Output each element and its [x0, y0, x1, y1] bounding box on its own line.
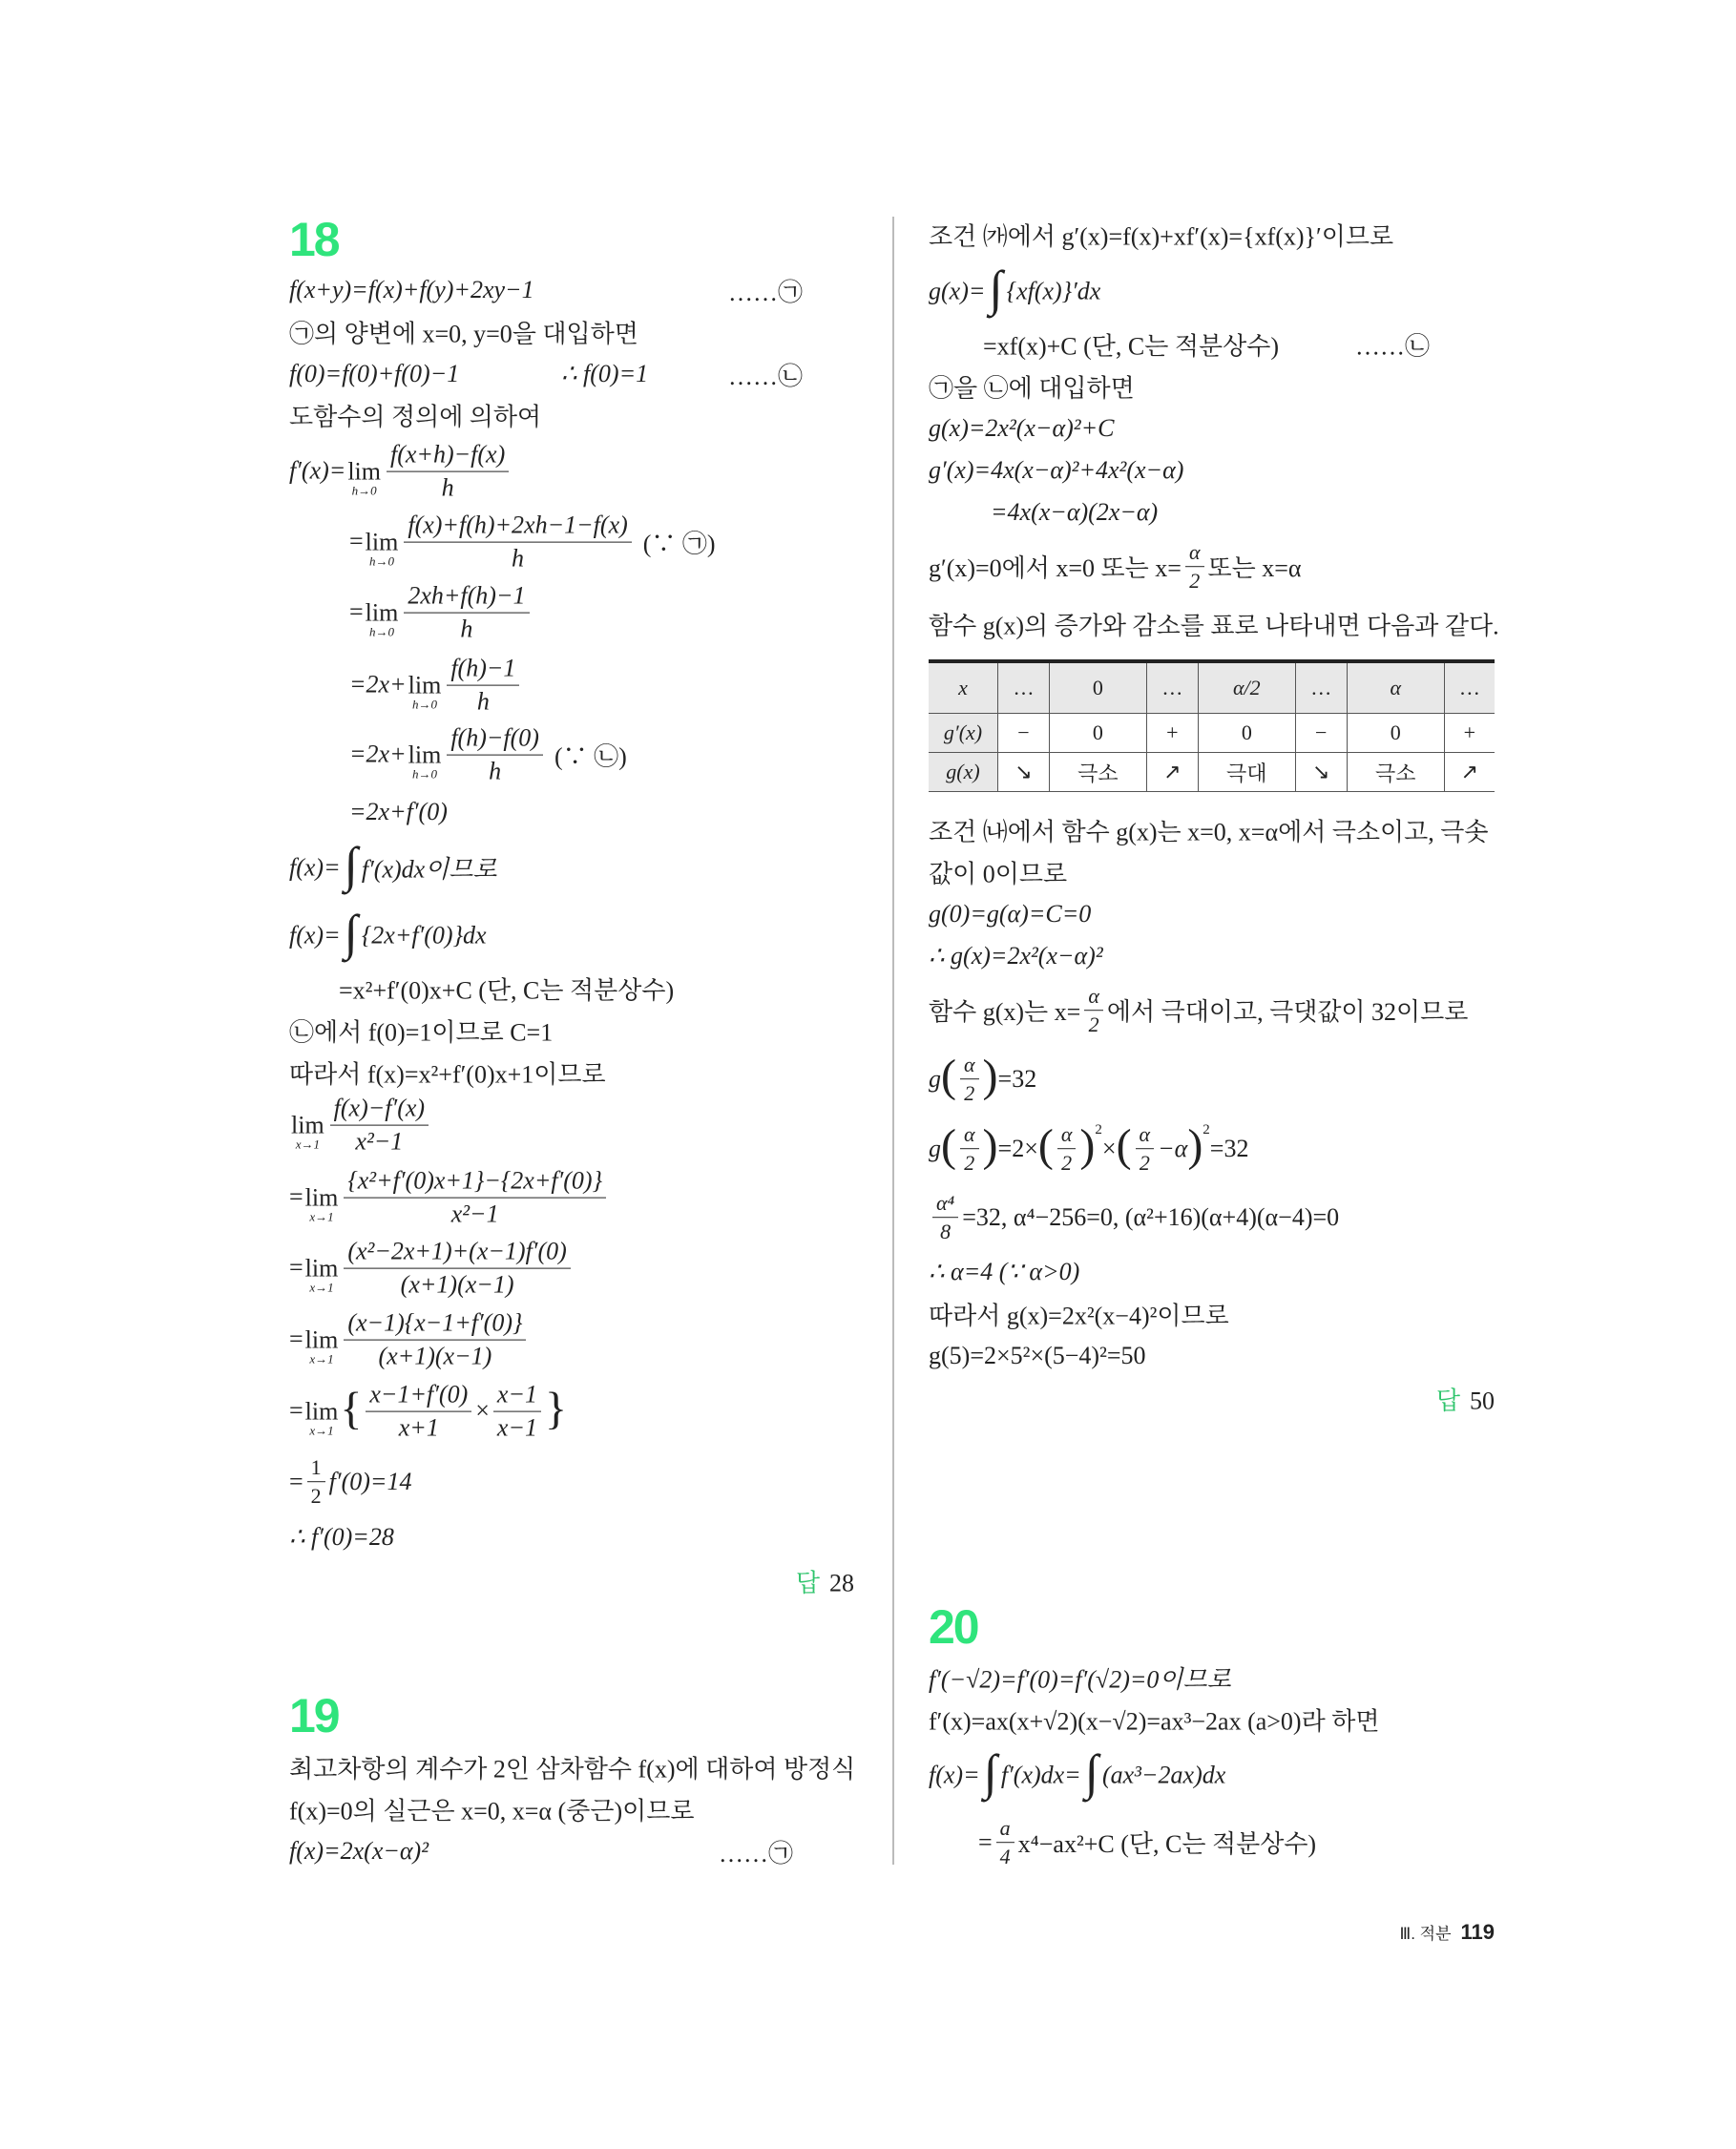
numerator: 1 — [307, 1455, 325, 1482]
limit — [347, 457, 381, 498]
chapter-label: Ⅲ. 적분 — [1399, 1925, 1452, 1943]
lim: lim — [408, 741, 442, 769]
brace: } — [545, 1383, 568, 1434]
table-cell: 0 — [1049, 714, 1146, 753]
denominator: h — [489, 757, 502, 785]
equation-tag: ……㉡ — [728, 362, 804, 390]
text-line: 값이 0이므로 — [929, 860, 1068, 888]
equation-line — [289, 1837, 794, 1867]
eq: = — [978, 1828, 993, 1856]
equation: ∴ f(0)=1 — [561, 360, 649, 387]
answer-label: 답 — [1435, 1386, 1460, 1415]
table-cell: ↗ — [1444, 753, 1495, 792]
derivative-line — [349, 655, 523, 717]
limit-sub: x→1 — [309, 1280, 334, 1295]
fraction — [366, 1381, 471, 1443]
equation-line — [929, 1122, 1248, 1176]
fraction — [344, 1167, 606, 1229]
lhs: f(x)= — [289, 853, 341, 881]
integral-sign: ∫ — [983, 1745, 997, 1801]
equation-line: g′(x)=4x(x−α)²+4x²(x−α) — [929, 456, 1184, 484]
text-line: 도함수의 정의에 의하여 — [289, 403, 542, 431]
table-cell: x — [929, 661, 998, 714]
denominator: 2 — [1139, 1151, 1150, 1176]
table-cell: 극대 — [1198, 753, 1295, 792]
equation-line — [929, 540, 1302, 594]
text: =32 — [1209, 1135, 1249, 1162]
derivative-line — [349, 511, 716, 574]
limit — [408, 743, 442, 781]
fraction — [447, 724, 543, 786]
paren: ) — [982, 1120, 998, 1172]
equation-line: g(0)=g(α)=C=0 — [929, 900, 1092, 928]
lim: lim — [304, 1183, 339, 1212]
numerator: α — [960, 1122, 979, 1149]
table-cell: α — [1347, 661, 1444, 714]
limit — [291, 1111, 324, 1152]
text: =32, α⁴−256=0, (α²+16)(α+4)(α−4)=0 — [962, 1203, 1340, 1231]
limit-sub: h→0 — [351, 483, 377, 498]
fraction — [1057, 1122, 1077, 1176]
text: x⁴−ax²+C (단, C는 적분상수) — [1017, 1830, 1317, 1859]
equation-line: =x²+f′(0)x+C (단, C는 적분상수) — [339, 976, 675, 1005]
fraction — [960, 1122, 979, 1176]
table-cell: … — [998, 661, 1050, 714]
fraction — [960, 1053, 979, 1106]
equation-line — [929, 1191, 1339, 1244]
lim: lim — [304, 1254, 339, 1283]
equation-line — [289, 360, 804, 390]
table-cell: 극소 — [1347, 753, 1444, 792]
text-line: 최고차항의 계수가 2인 삼차함수 f(x)에 대하여 방정식 — [289, 1755, 856, 1784]
numerator: f(h)−f(0) — [447, 724, 543, 756]
fraction — [330, 1095, 429, 1157]
limit — [304, 1397, 339, 1438]
problem-number-20: 20 — [929, 1600, 978, 1654]
lim: lim — [365, 598, 399, 627]
reason-note: (∵ ㉡) — [554, 742, 627, 771]
lim: lim — [408, 671, 442, 699]
eq: = — [289, 1397, 303, 1425]
text-line — [929, 984, 1468, 1037]
denominator: 4 — [999, 1845, 1011, 1869]
table-cell: g′(x) — [929, 714, 998, 753]
derivative-line — [349, 582, 533, 644]
equation-line — [289, 276, 804, 306]
denominator: x−1 — [496, 1413, 538, 1442]
numerator: f(x+h)−f(x) — [387, 441, 509, 472]
answer-19 — [1436, 1382, 1495, 1417]
eq: = — [289, 1183, 303, 1211]
denominator: 2 — [964, 1151, 975, 1176]
denominator: x²−1 — [450, 1200, 499, 1228]
reason-note: (∵ ㉠) — [642, 530, 716, 558]
denominator: x²−1 — [355, 1127, 404, 1156]
equation-line: ∴ g(x)=2x²(x−α)² — [929, 942, 1103, 970]
prefix: =2x+ — [349, 671, 407, 699]
fraction — [404, 582, 529, 644]
equation-line — [289, 1455, 411, 1509]
paren: ) — [982, 1051, 998, 1102]
table-row — [929, 753, 1495, 792]
lim: lim — [347, 457, 381, 486]
limit-line — [289, 1238, 575, 1300]
eq: = — [289, 1468, 303, 1495]
fraction — [307, 1455, 325, 1509]
numerator: {x²+f′(0)x+1}−{2x+f′(0)} — [344, 1167, 606, 1199]
denominator: h — [512, 544, 525, 573]
denominator: x+1 — [398, 1413, 439, 1442]
limit-line — [289, 1309, 530, 1371]
exponent: 2 — [1203, 1122, 1210, 1138]
numerator: f(x)−f′(x) — [330, 1095, 429, 1126]
table-cell: + — [1444, 714, 1495, 753]
fraction — [387, 441, 509, 503]
table-cell: 극소 — [1049, 753, 1146, 792]
table-cell: … — [1444, 661, 1495, 714]
equation: f(0)=f(0)+f(0)−1 — [289, 360, 460, 387]
lhs: f(x)= — [929, 1761, 980, 1788]
lim: lim — [291, 1111, 324, 1139]
derivative-line — [349, 724, 627, 786]
paren: ) — [1079, 1120, 1096, 1172]
equation-line: g(5)=2×5²×(5−4)²=50 — [929, 1342, 1146, 1369]
numerator: α — [960, 1053, 979, 1079]
equation-tag: ……㉠ — [719, 1839, 794, 1867]
text-line: 따라서 f(x)=x²+f′(0)x+1이므로 — [289, 1060, 606, 1089]
numerator: α — [1084, 984, 1103, 1011]
denominator: 2 — [1088, 1012, 1099, 1037]
answer-label: 답 — [795, 1568, 820, 1597]
fraction — [493, 1381, 541, 1443]
times: × — [1101, 1135, 1117, 1162]
equation-line: =2x+f′(0) — [349, 798, 448, 825]
text: 함수 g(x)는 x= — [929, 998, 1081, 1027]
table-cell: 0 — [1198, 714, 1295, 753]
numerator: x−1+f′(0) — [366, 1381, 471, 1412]
integral-line — [929, 1747, 1225, 1804]
table-cell: − — [1295, 714, 1347, 753]
numerator: f(h)−1 — [447, 655, 519, 686]
limit — [408, 671, 442, 712]
lhs: f(x)= — [289, 921, 341, 949]
text: g′(x)=0에서 x=0 또는 x= — [929, 554, 1182, 583]
limit — [304, 1183, 339, 1224]
equation-line — [983, 327, 1479, 363]
fraction — [344, 1309, 526, 1371]
increase-decrease-table — [929, 659, 1495, 792]
text: 또는 x=α — [1207, 554, 1302, 583]
text: 에서 극대이고, 극댓값이 32이므로 — [1106, 998, 1469, 1027]
limit-line — [289, 1167, 610, 1229]
fraction — [404, 511, 631, 574]
text-line: ㉡에서 f(0)=1이므로 C=1 — [289, 1018, 554, 1047]
table-cell: 0 — [1347, 714, 1444, 753]
table-cell: + — [1146, 714, 1198, 753]
numerator: (x²−2x+1)+(x−1)f′(0) — [344, 1238, 570, 1269]
fraction — [344, 1238, 570, 1300]
numerator: a — [996, 1816, 1014, 1843]
equation-line: ∴ f′(0)=28 — [289, 1523, 394, 1551]
answer-value: 50 — [1470, 1387, 1495, 1415]
lim: lim — [304, 1397, 339, 1426]
integrand: {2x+f′(0)}dx — [361, 921, 487, 949]
table-cell: ↘ — [998, 753, 1050, 792]
text: =2× — [997, 1135, 1038, 1162]
paren: ( — [941, 1120, 956, 1172]
denominator: 2 — [1189, 569, 1201, 594]
equation-line: ∴ α=4 (∵ α>0) — [929, 1258, 1080, 1285]
equation: f(x+y)=f(x)+f(y)+2xy−1 — [289, 276, 534, 303]
numerator: α — [1185, 540, 1204, 567]
text-line: ㉠의 양변에 x=0, y=0을 대입하면 — [289, 320, 638, 348]
equation-line: g(x)=2x²(x−α)²+C — [929, 414, 1115, 442]
text-line: f(x)=0의 실근은 x=0, x=α (중근)이므로 — [289, 1797, 695, 1826]
lim: lim — [365, 528, 399, 556]
integrand: f′(x)dx이므로 — [361, 855, 497, 884]
table-cell: ↗ — [1146, 753, 1198, 792]
lhs: g(x)= — [929, 277, 986, 304]
numerator: f(x)+f(h)+2xh−1−f(x) — [404, 511, 631, 543]
paren: ( — [941, 1051, 956, 1102]
eq: = — [349, 598, 364, 626]
derivative-line — [289, 441, 512, 503]
table-cell: ↘ — [1295, 753, 1347, 792]
page-footer — [1399, 1920, 1495, 1945]
paren: ) — [1187, 1120, 1203, 1172]
numerator: 2xh+f(h)−1 — [404, 582, 529, 614]
fraction — [1136, 1122, 1155, 1176]
equation-tag: ……㉡ — [1355, 332, 1431, 361]
answer-18 — [796, 1564, 854, 1599]
eq: = — [349, 528, 364, 555]
limit — [304, 1254, 339, 1295]
column-divider — [892, 217, 894, 1865]
integral-line — [289, 840, 497, 896]
numerator: α — [1136, 1122, 1155, 1149]
limit-sub: x→1 — [309, 1209, 334, 1224]
denominator: (x+1)(x−1) — [378, 1342, 492, 1370]
denominator: h — [441, 473, 454, 502]
eq: = — [289, 1325, 303, 1353]
brace: { — [340, 1383, 363, 1434]
lhs: f′(x)= — [289, 457, 346, 485]
lim: lim — [304, 1325, 339, 1354]
integrand: {xf(x)}′dx — [1006, 277, 1101, 304]
table-header-row — [929, 661, 1495, 714]
limit-sub: h→0 — [411, 766, 437, 782]
equation: f′(0)=14 — [328, 1468, 412, 1495]
limit-line — [289, 1095, 432, 1157]
integrand: f′(x)dx= — [1000, 1761, 1081, 1788]
limit — [304, 1325, 339, 1367]
page-number: 119 — [1460, 1920, 1495, 1944]
limit-sub: x→1 — [309, 1351, 334, 1367]
limit — [365, 528, 399, 569]
equation: =xf(x)+C (단, C는 적분상수) — [983, 332, 1279, 361]
text-line: 함수 g(x)의 증가와 감소를 표로 나타내면 다음과 같다. — [929, 612, 1499, 640]
limit-line — [289, 1381, 567, 1443]
table-cell: 0 — [1049, 661, 1146, 714]
limit-sub: h→0 — [369, 624, 394, 639]
text-line: 조건 ㈎에서 g′(x)=f(x)+xf′(x)={xf(x)}′이므로 — [929, 222, 1394, 251]
limit-sub: h→0 — [411, 697, 437, 712]
fraction — [447, 655, 519, 717]
answer-value: 28 — [829, 1569, 854, 1597]
limit-sub: x→1 — [295, 1137, 320, 1152]
exponent: 2 — [1095, 1122, 1102, 1138]
paren: ( — [1037, 1120, 1054, 1172]
denominator: h — [476, 687, 490, 716]
table-cell: − — [998, 714, 1050, 753]
integral-sign: ∫ — [1084, 1745, 1098, 1801]
g: g — [929, 1135, 941, 1162]
table-cell: … — [1295, 661, 1347, 714]
text: =32 — [997, 1065, 1037, 1093]
limit-sub: h→0 — [369, 553, 394, 569]
integral-sign: ∫ — [989, 261, 1003, 317]
integral-sign: ∫ — [344, 906, 358, 961]
equation-tag: ……㉠ — [728, 278, 804, 306]
equation-line: f′(x)=ax(x+√2)(x−√2)=ax³−2ax (a>0)라 하면 — [929, 1707, 1380, 1736]
text-line: ㉠을 ㉡에 대입하면 — [929, 374, 1135, 403]
paren: ( — [1116, 1120, 1132, 1172]
equation-line — [929, 1053, 1036, 1106]
text-line: 조건 ㈏에서 함수 g(x)는 x=0, x=α에서 극소이고, 극솟 — [929, 818, 1489, 846]
table-row — [929, 714, 1495, 753]
prefix: =2x+ — [349, 741, 407, 768]
denominator: 2 — [1061, 1151, 1073, 1176]
numerator: (x−1){x−1+f′(0)} — [344, 1309, 526, 1341]
text-line: 따라서 g(x)=2x²(x−4)²이므로 — [929, 1302, 1229, 1330]
problem-number-19: 19 — [289, 1689, 339, 1742]
numerator: x−1 — [493, 1381, 541, 1412]
text: −α — [1158, 1135, 1188, 1162]
times: × — [475, 1397, 490, 1425]
equation-line: =4x(x−α)(2x−α) — [991, 498, 1159, 526]
integrand: (ax³−2ax)dx — [1101, 1761, 1226, 1788]
eq: = — [289, 1254, 303, 1282]
numerator: α — [1057, 1122, 1077, 1149]
g: g — [929, 1065, 941, 1093]
fraction — [932, 1191, 958, 1244]
fraction — [996, 1816, 1014, 1869]
limit — [365, 598, 399, 639]
denominator: h — [460, 615, 473, 643]
table-cell: α/2 — [1198, 661, 1295, 714]
integral-sign: ∫ — [344, 838, 358, 893]
equation-line — [978, 1816, 1316, 1869]
fraction — [1084, 984, 1103, 1037]
denominator: 8 — [940, 1220, 952, 1244]
denominator: (x+1)(x−1) — [400, 1270, 514, 1299]
table-cell: g(x) — [929, 753, 998, 792]
denominator: 2 — [964, 1081, 975, 1106]
problem-number-18: 18 — [289, 213, 339, 266]
denominator: 2 — [310, 1484, 322, 1509]
integral-line — [929, 263, 1100, 320]
limit-sub: x→1 — [309, 1423, 334, 1438]
integral-line — [289, 908, 487, 964]
numerator: α⁴ — [932, 1191, 958, 1218]
equation-line: f′(−√2)=f′(0)=f′(√2)=0이므로 — [929, 1665, 1231, 1694]
fraction — [1185, 540, 1204, 594]
table-cell: … — [1146, 661, 1198, 714]
equation: f(x)=2x(x−α)² — [289, 1837, 429, 1865]
